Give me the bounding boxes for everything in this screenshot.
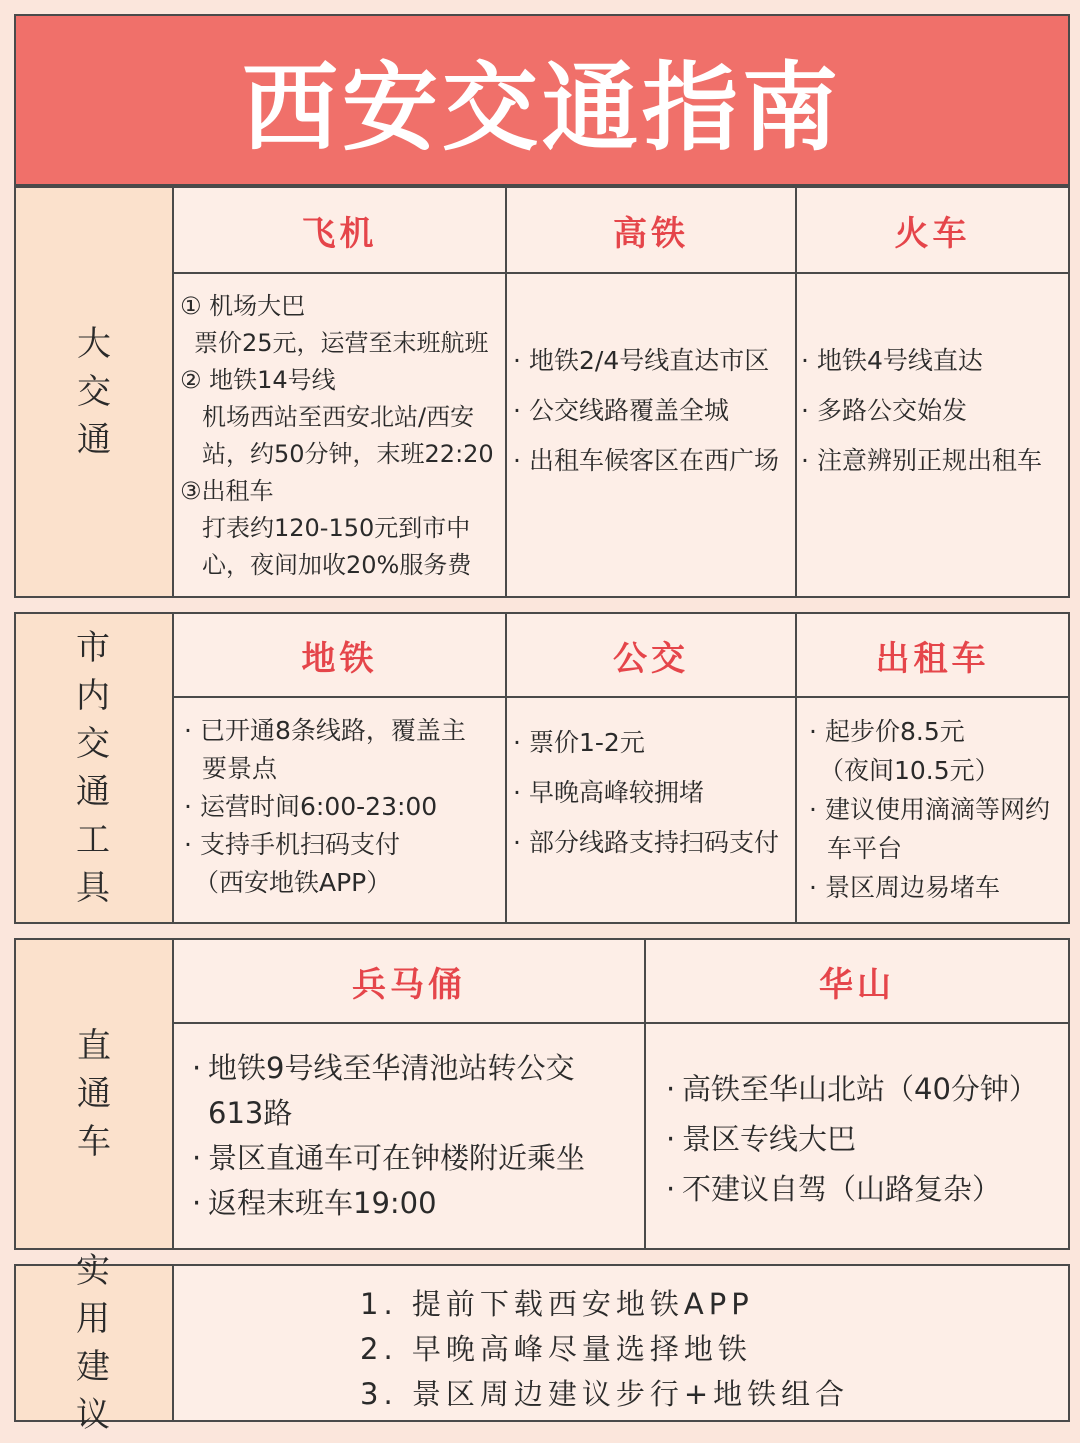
tip-item: 1. 提前下载西安地铁APP: [360, 1287, 754, 1321]
column-hsr: [507, 188, 797, 596]
column-train: [797, 188, 1068, 596]
train-details: [797, 274, 1068, 596]
terracotta-line: · 地铁9号线至华清池站转公交: [188, 1046, 644, 1091]
plane-line: 机场西站至西安北站/西安: [202, 403, 475, 431]
plane-line: 心，夜间加收20%服务费: [202, 551, 472, 579]
section-label-cell: [16, 614, 174, 922]
list-item: · 地铁2/4号线直达市区: [509, 336, 795, 386]
plane-line: ② 地铁14号线: [180, 366, 336, 394]
column-plane: [174, 188, 507, 596]
huashan-details: [646, 1024, 1068, 1248]
page-title: 西安交通指南: [242, 51, 842, 164]
column-header-terracotta: 兵马俑: [174, 940, 644, 1024]
tips-content: [174, 1266, 1068, 1420]
list-item: · 景区专线大巴: [662, 1114, 1068, 1164]
plane-line: 打表约120-150元到市中: [202, 514, 471, 542]
plane-line: 站，约50分钟，末班22:20: [202, 440, 494, 468]
metro-line: · 运营时间6:00-23:00: [180, 788, 505, 826]
list-item: · 高铁至华山北站（40分钟）: [662, 1064, 1068, 1114]
tip-item: 3. 景区周边建议步行+地铁组合: [360, 1377, 850, 1411]
column-header-bus: 公交: [507, 614, 795, 698]
section-long-distance: [14, 186, 1070, 598]
taxi-details: [797, 698, 1068, 922]
title-banner: [14, 14, 1070, 186]
list-item: · 地铁4号线直达: [797, 336, 1068, 386]
list-item: · 早晚高峰较拥堵: [509, 768, 795, 818]
column-metro: [174, 614, 507, 922]
column-taxi: [797, 614, 1068, 922]
metro-line: · 支持手机扫码支付: [180, 826, 505, 864]
plane-line: ① 机场大巴: [180, 292, 306, 320]
column-header-train: 火车: [797, 188, 1068, 274]
terracotta-details: [174, 1024, 644, 1248]
taxi-line: · 建议使用滴滴等网约: [805, 790, 1068, 829]
column-header-taxi: 出租车: [797, 614, 1068, 698]
metro-details: [174, 698, 505, 922]
section-label: 实用建议: [76, 1251, 124, 1435]
taxi-line: · 起步价8.5元: [805, 712, 1068, 751]
taxi-line: 车平台: [827, 834, 903, 863]
bus-details: [507, 698, 795, 922]
taxi-line: · 景区周边易堵车: [805, 868, 1068, 907]
section-direct-bus: [14, 938, 1070, 1250]
list-item: · 公交线路覆盖全城: [509, 386, 795, 436]
terracotta-line: · 返程末班车19:00: [188, 1181, 644, 1226]
section-label: 大交通: [77, 324, 111, 460]
list-item: · 票价1-2元: [509, 718, 795, 768]
metro-line: （西安地铁APP）: [194, 868, 392, 897]
plane-line: ③出租车: [180, 477, 274, 505]
section-city-transport: [14, 612, 1070, 924]
column-terracotta: [174, 940, 646, 1248]
section-label: 直通车: [77, 1026, 111, 1162]
section-tips: [14, 1251, 1070, 1435]
plane-line: 票价25元，运营至末班航班: [194, 329, 489, 357]
column-header-metro: 地铁: [174, 614, 505, 698]
section-label-cell: [16, 1251, 174, 1435]
section-label: 市内交通工具: [76, 628, 124, 908]
list-item: · 不建议自驾（山路复杂）: [662, 1164, 1068, 1214]
list-item: · 部分线路支持扫码支付: [509, 818, 795, 868]
plane-details: [174, 274, 505, 596]
section-label-cell: [16, 940, 174, 1248]
tip-item: 2. 早晚高峰尽量选择地铁: [360, 1332, 752, 1366]
metro-line: · 已开通8条线路，覆盖主: [180, 712, 505, 750]
column-header-huashan: 华山: [646, 940, 1068, 1024]
hsr-details: [507, 274, 795, 596]
section-label-cell: [16, 188, 174, 596]
column-huashan: [646, 940, 1068, 1248]
column-header-plane: 飞机: [174, 188, 505, 274]
list-item: · 注意辨别正规出租车: [797, 436, 1068, 486]
taxi-line: （夜间10.5元）: [819, 756, 1000, 785]
column-header-hsr: 高铁: [507, 188, 795, 274]
terracotta-line: 613路: [208, 1096, 293, 1130]
list-item: · 多路公交始发: [797, 386, 1068, 436]
metro-line: 要景点: [202, 754, 278, 783]
list-item: · 出租车候客区在西广场: [509, 436, 795, 486]
column-bus: [507, 614, 797, 922]
terracotta-line: · 景区直通车可在钟楼附近乘坐: [188, 1136, 644, 1181]
